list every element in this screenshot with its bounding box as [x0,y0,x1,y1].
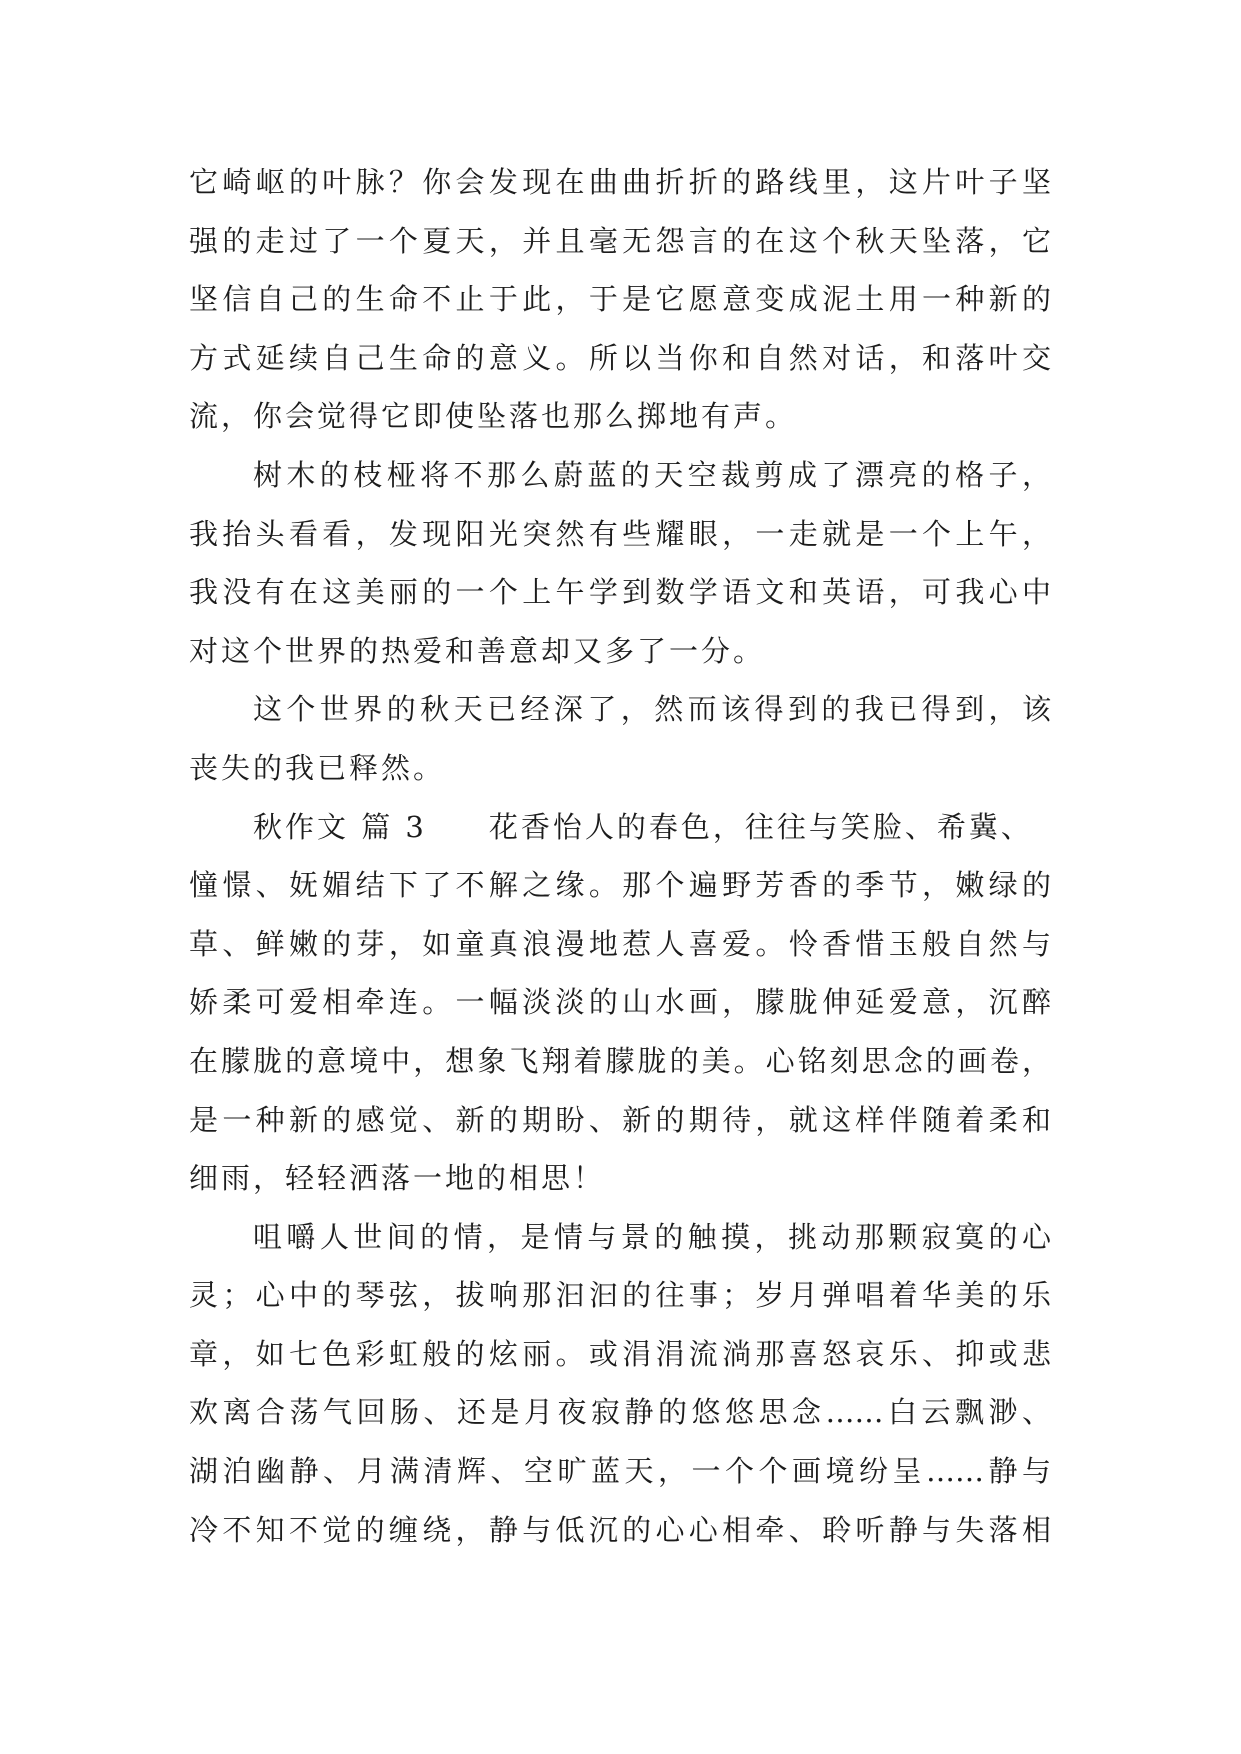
text-line: 这个世界的秋天已经深了，然而该得到的我已得到，该 [253,692,1051,727]
text-line: 对这个世界的热爱和善意却又多了一分。 [189,633,766,668]
text-line: 湖泊幽静、月满清辉、空旷蓝天，一个个画境纷呈……静与 [189,1454,1051,1489]
text-line: 娇柔可爱相牵连。一幅淡淡的山水画，朦胧伸延爱意，沉醉 [189,985,1051,1020]
text-line: 在朦胧的意境中，想象飞翔着朦胧的美。心铭刻思念的画卷， [189,1043,1051,1078]
text-line: 草、鲜嫩的芽，如童真浪漫地惹人喜爱。怜香惜玉般自然与 [189,926,1051,961]
paragraph [189,798,1051,1208]
text-line: 流，你会觉得它即使坠落也那么掷地有声。 [189,399,798,434]
text-line: 细雨，轻轻洒落一地的相思！ [189,1161,606,1196]
body-text [189,153,1051,1559]
paragraph [189,153,1051,446]
paragraph [189,446,1051,680]
paragraph [189,1208,1051,1560]
text-line: 树木的枝桠将不那么蔚蓝的天空裁剪成了漂亮的格子， [253,457,1051,492]
text-line: 是一种新的感觉、新的期盼、新的期待，就这样伴随着柔和 [189,1102,1051,1137]
section-heading-line [189,798,1051,857]
text-line: 冷不知不觉的缠绕，静与低沉的心心相牵、聆听静与失落相 [189,1512,1051,1547]
text-line: 章，如七色彩虹般的炫丽。或涓涓流淌那喜怒哀乐、抑或悲 [189,1336,1051,1371]
text-line: 坚信自己的生命不止于此，于是它愿意变成泥土用一种新的 [189,282,1051,317]
text-line: 我没有在这美丽的一个上午学到数学语文和英语，可我心中 [189,575,1051,610]
text-line: 咀嚼人世间的情，是情与景的触摸，挑动那颗寂寞的心 [253,1219,1051,1254]
text-line: 憧憬、妩媚结下了不解之缘。那个遍野芳香的季节，嫩绿的 [189,868,1051,903]
text-line: 丧失的我已释然。 [189,750,446,785]
text-line: 灵；心中的琴弦，拔响那汩汩的往事；岁月弹唱着华美的乐 [189,1278,1051,1313]
section-title: 秋作文 篇 3 [253,809,427,844]
text-line: 方式延续自己生命的意义。所以当你和自然对话，和落叶交 [189,340,1051,375]
text-line: 强的走过了一个夏天，并且毫无怨言的在这个秋天坠落，它 [189,223,1051,258]
text-line: 我抬头看看，发现阳光突然有些耀眼，一走就是一个上午， [189,516,1051,551]
text-line: 欢离合荡气回肠、还是月夜寂静的悠悠思念……白云飘渺、 [189,1395,1051,1430]
text-line: 它崎岖的叶脉？你会发现在曲曲折折的路线里，这片叶子坚 [189,165,1051,199]
paragraph [189,680,1051,797]
section-first-text: 花香怡人的春色，往往与笑脸、希冀、 [488,809,1033,844]
